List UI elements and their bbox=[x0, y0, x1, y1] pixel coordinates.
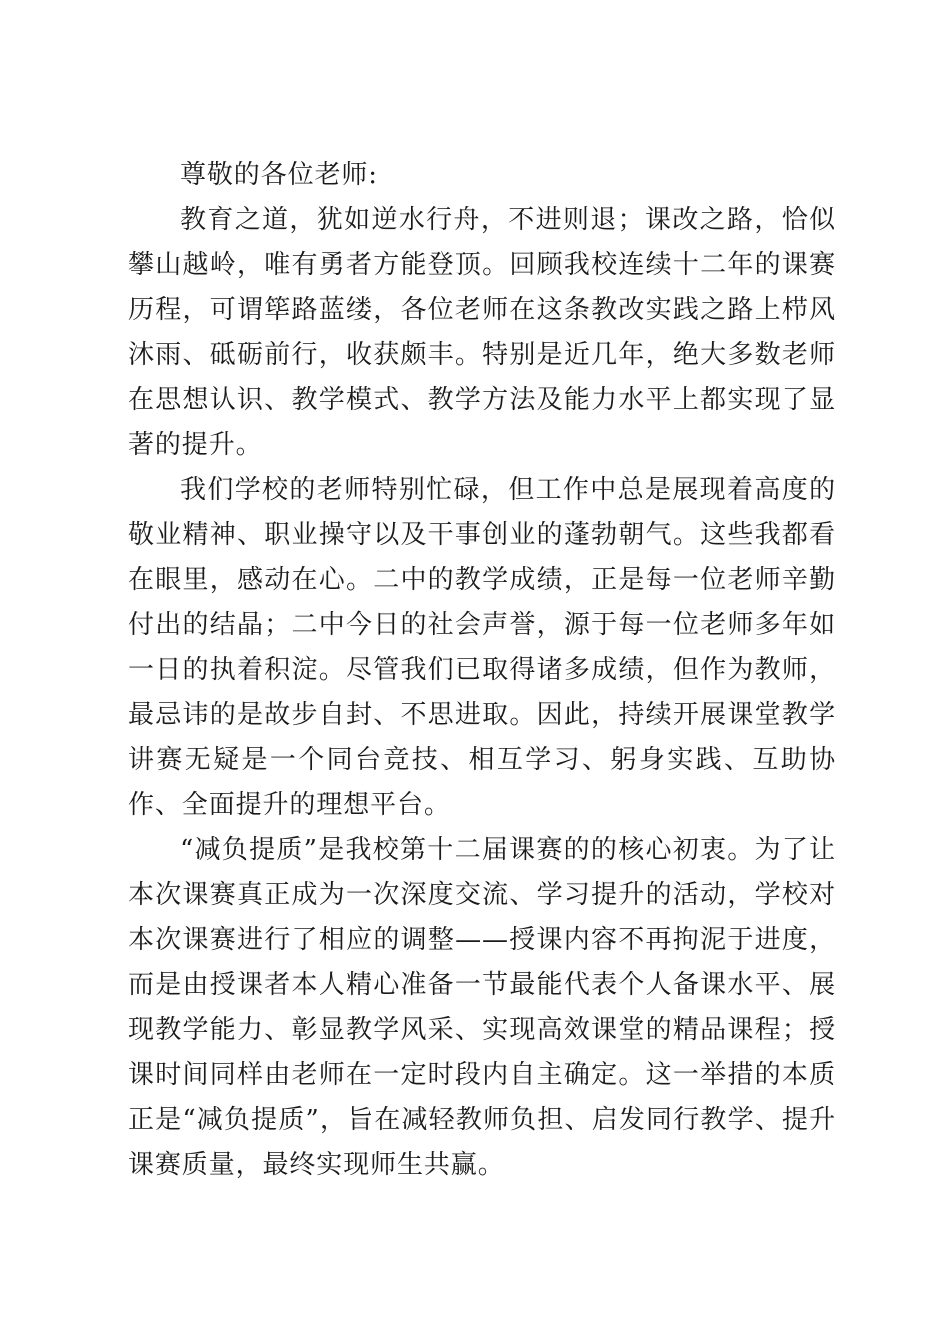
document-body bbox=[128, 153, 836, 1188]
paragraph-1: 教育之道，犹如逆水行舟，不进则退；课改之路，恰似攀山越岭，唯有勇者方能登顶。回顾我校连续十二年的课赛历程，可谓筚路蓝缕，各位老师在这条教改实践之路上栉风沐雨、砥砺前行，收获颇丰。特别是近几年，绝大多数老师在思想认识、教学模式、教学方法及能力水平上都实现了显著的提升。 bbox=[128, 205, 836, 460]
paragraph-3: “减负提质”是我校第十二届课赛的的核心初衷。为了让本次课赛真正成为一次深度交流、学习提升的活动，学校对本次课赛进行了相应的调整——授课内容不再拘泥于进度，而是由授课者本人精心准备一节最能代表个人备课水平、展现教学能力、彰显教学风采、实现高效课堂的精品课程；授课时间同样由老师在一定时段内自主确定。这一举措的本质正是“减负提质”，旨在减轻教师负担、启发同行教学、提升课赛质量，最终实现师生共赢。 bbox=[128, 835, 836, 1180]
salutation: 尊敬的各位老师: bbox=[180, 160, 378, 190]
paragraph-2: 我们学校的老师特别忙碌，但工作中总是展现着高度的敬业精神、职业操守以及干事创业的蓬勃朝气。这些我都看在眼里，感动在心。二中的教学成绩，正是每一位老师辛勤付出的结晶；二中今日的社会声誉，源于每一位老师多年如一日的执着积淀。尽管我们已取得诸多成绩，但作为教师，最忌讳的是故步自封、不思进取。因此，持续开展课堂教学讲赛无疑是一个同台竞技、相互学习、躬身实践、互助协作、全面提升的理想平台。 bbox=[128, 475, 836, 820]
